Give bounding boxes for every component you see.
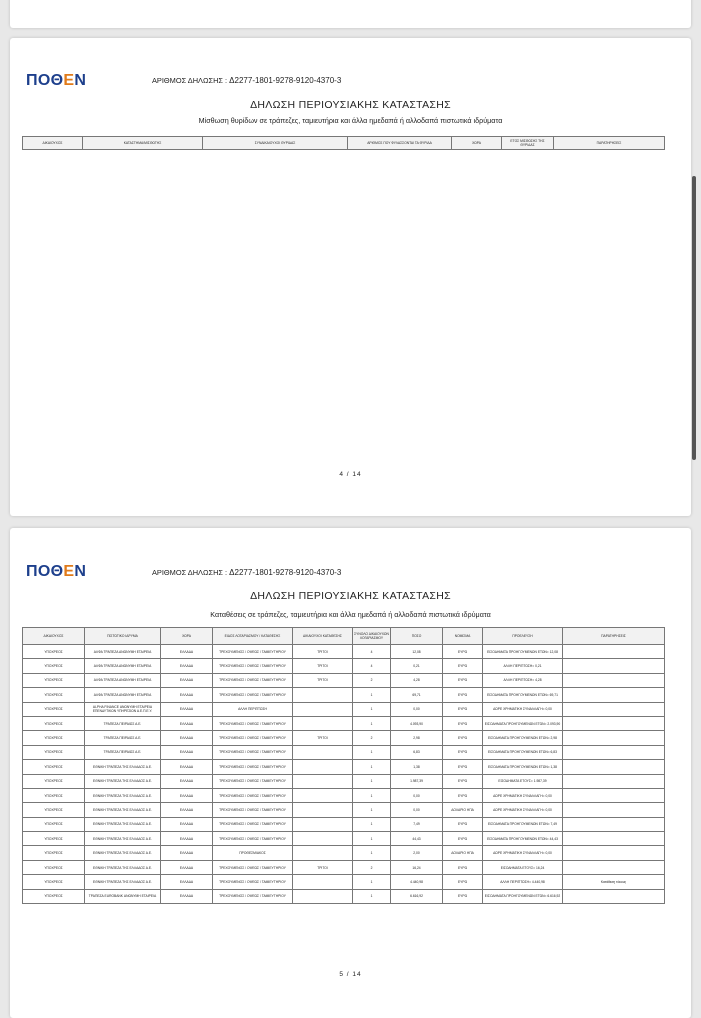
table-cell: ΕΘΝΙΚΗ ΤΡΑΠΕΖΑ ΤΗΣ ΕΛΛΑΔΟΣ Α.Ε. <box>85 832 161 846</box>
table-cell: ΕΥΡΩ <box>443 716 483 730</box>
table-cell: ΤΡΕΧΟΥΜΕΝΟΣ / ΟΨΕΩΣ / ΤΑΜΙΕΥΤΗΡΙΟΥ <box>213 745 293 759</box>
table-cell: 1 <box>353 688 391 702</box>
table-cell: ΔΩΡΕ ΧΡΗΜΑΤΙΚΗ ΣΥΝΑΛΛΑΓΗ= 0,00 <box>483 788 563 802</box>
table-cell: ΤΡΙΤΟΙ <box>293 860 353 874</box>
declaration-number <box>152 76 341 85</box>
table-cell: ΥΠΟΧΡΕΟΣ <box>23 774 85 788</box>
table-cell <box>293 760 353 774</box>
table-cell: ΕΥΡΩ <box>443 860 483 874</box>
table-cell: ΕΛΛΑΔΑ <box>161 832 213 846</box>
column-header: ΚΑΤΑΣΤΗΜΑ/ΜΙΣΘΩΤΗΣ <box>83 137 203 150</box>
declaration-label: ΑΡΙΘΜΟΣ ΔΗΛΩΣΗΣ : <box>152 76 228 85</box>
table-cell <box>563 673 665 687</box>
table-cell: 6.616,92 <box>391 889 443 903</box>
table-row <box>23 817 665 831</box>
table-cell <box>563 760 665 774</box>
table-cell <box>293 875 353 889</box>
table-cell: ΑΛΛΗ ΠΕΡΙΠΤΩΣΗ <box>213 702 293 716</box>
table-cell: ΕΥΡΩ <box>443 745 483 759</box>
page-title: ΔΗΛΩΣΗ ΠΕΡΙΟΥΣΙΑΚΗΣ ΚΑΤΑΣΤΑΣΗΣ <box>250 99 451 111</box>
column-header: ΠΡΟΕΛΕΥΣΗ <box>483 628 563 645</box>
table-cell: 1 <box>353 875 391 889</box>
table-row <box>23 832 665 846</box>
table-cell: 1 <box>353 788 391 802</box>
table-cell: ΕΘΝΙΚΗ ΤΡΑΠΕΖΑ ΤΗΣ ΕΛΛΑΔΟΣ Α.Ε. <box>85 846 161 860</box>
table-cell: ΥΠΟΧΡΕΟΣ <box>23 645 85 659</box>
table-cell: ΑΛΦΑ ΤΡΑΠΕΖΑ ΑΝΩΝΥΜΗ ΕΤΑΙΡΕΙΑ <box>85 645 161 659</box>
table-cell <box>293 774 353 788</box>
table-cell: ΥΠΟΧΡΕΟΣ <box>23 846 85 860</box>
table-cell <box>563 716 665 730</box>
table-cell: ΕΥΡΩ <box>443 817 483 831</box>
previous-page-bottom <box>10 0 691 28</box>
table-cell: 2,00 <box>391 846 443 860</box>
table-cell: ΑΛΦΑ ΤΡΑΠΕΖΑ ΑΝΩΝΥΜΗ ΕΤΑΙΡΕΙΑ <box>85 673 161 687</box>
column-header: ΣΥΝΔΙΚΑΙΟΥΧΟΙ ΘΥΡΙΔΑΣ <box>203 137 348 150</box>
table-cell: ΕΘΝΙΚΗ ΤΡΑΠΕΖΑ ΤΗΣ ΕΛΛΑΔΟΣ Α.Ε. <box>85 817 161 831</box>
table-cell: ΥΠΟΧΡΕΟΣ <box>23 817 85 831</box>
table-cell: 1,38 <box>391 760 443 774</box>
table-cell: ΥΠΟΧΡΕΟΣ <box>23 875 85 889</box>
table-cell: ΕΥΡΩ <box>443 702 483 716</box>
table-cell: 1 <box>353 817 391 831</box>
table-cell: ΕΙΣΟΔΗΜΑΤΑ ΠΡΟΗΓΟΥΜΕΝΩΝ ΕΤΩΝ= 2.093,90 <box>483 716 563 730</box>
table-cell <box>563 817 665 831</box>
table-cell <box>293 688 353 702</box>
column-header: ΣΥΝΟΛΟ ΔΙΚΑΙΟΥΧΩΝ ΛΟΓΑΡΙΑΣΜΟΥ <box>353 628 391 645</box>
table-cell: ΤΡΙΤΟΙ <box>293 673 353 687</box>
table-row <box>23 645 665 659</box>
table-cell: ΤΡΕΧΟΥΜΕΝΟΣ / ΟΨΕΩΣ / ΤΑΜΙΕΥΤΗΡΙΟΥ <box>213 860 293 874</box>
pothen-logo: ΠΟΘΕΝ <box>26 72 87 89</box>
table-cell: ΕΙΣΟΔΗΜΑΤΑ ΕΤΟΥΣ= 1.987,39 <box>483 774 563 788</box>
table-cell: ΕΘΝΙΚΗ ΤΡΑΠΕΖΑ ΤΗΣ ΕΛΛΑΔΟΣ Α.Ε. <box>85 760 161 774</box>
table-cell <box>293 803 353 817</box>
column-header: ΠΑΡΑΤΗΡΗΣΕΙΣ <box>554 137 665 150</box>
table-cell: ΕΥΡΩ <box>443 774 483 788</box>
table-cell: ΕΥΡΩ <box>443 788 483 802</box>
deposits-table <box>22 627 665 904</box>
column-header: ΝΟΜΙΣΜΑ <box>443 628 483 645</box>
table-cell: ΤΡΕΧΟΥΜΕΝΟΣ / ΟΨΕΩΣ / ΤΑΜΙΕΥΤΗΡΙΟΥ <box>213 817 293 831</box>
declaration-number <box>152 568 341 577</box>
table-cell <box>563 788 665 802</box>
table-cell: ΤΡΕΧΟΥΜΕΝΟΣ / ΟΨΕΩΣ / ΤΑΜΙΕΥΤΗΡΙΟΥ <box>213 832 293 846</box>
table-cell <box>563 659 665 673</box>
table-cell: ΕΛΛΑΔΑ <box>161 803 213 817</box>
column-header: ΕΤΟΣ ΜΙΣΘΩΣΗΣ ΤΗΣ ΘΥΡΙΔΑΣ <box>502 137 554 150</box>
table-cell: ΥΠΟΧΡΕΟΣ <box>23 745 85 759</box>
table-cell: ΥΠΟΧΡΕΟΣ <box>23 673 85 687</box>
table-cell: ΕΛΛΑΔΑ <box>161 788 213 802</box>
table-cell: ΥΠΟΧΡΕΟΣ <box>23 832 85 846</box>
table-cell: ΕΛΛΑΔΑ <box>161 817 213 831</box>
table-cell: ΕΘΝΙΚΗ ΤΡΑΠΕΖΑ ΤΗΣ ΕΛΛΑΔΟΣ Α.Ε. <box>85 774 161 788</box>
table-cell: 4,28 <box>391 673 443 687</box>
table-cell <box>293 832 353 846</box>
table-cell: 0,00 <box>391 702 443 716</box>
column-header: ΠΟΣΟ <box>391 628 443 645</box>
column-header: ΠΙΣΤΩΤΙΚΟ ΙΔΡΥΜΑ <box>85 628 161 645</box>
table-cell: ΕΥΡΩ <box>443 659 483 673</box>
table-cell: ΔΩΡΕ ΧΡΗΜΑΤΙΚΗ ΣΥΝΑΛΛΑΓΗ= 0,00 <box>483 702 563 716</box>
table-cell: 1 <box>353 745 391 759</box>
table-cell <box>293 702 353 716</box>
table-cell: ΕΙΣΟΔΗΜΑΤΑ ΠΡΟΗΓΟΥΜΕΝΩΝ ΕΤΩΝ= 7,49 <box>483 817 563 831</box>
table-cell: 1 <box>353 716 391 730</box>
table-cell: ΕΘΝΙΚΗ ΤΡΑΠΕΖΑ ΤΗΣ ΕΛΛΑΔΟΣ Α.Ε. <box>85 860 161 874</box>
table-cell: ΤΡΕΧΟΥΜΕΝΟΣ / ΟΨΕΩΣ / ΤΑΜΙΕΥΤΗΡΙΟΥ <box>213 875 293 889</box>
table-cell: 4 <box>353 659 391 673</box>
table-cell: 0,00 <box>391 803 443 817</box>
table-cell: ΤΡΑΠΕΖΑ ΠΕΙΡΑΙΩΣ Α.Ε. <box>85 745 161 759</box>
table-row <box>23 889 665 903</box>
table-cell: 1 <box>353 702 391 716</box>
table-cell: Κατάθεση τόκους <box>563 875 665 889</box>
table-cell: 16,24 <box>391 860 443 874</box>
table-cell: ΔΩΡΕ ΧΡΗΜΑΤΙΚΗ ΣΥΝΑΛΛΑΓΗ= 0,00 <box>483 846 563 860</box>
table-cell: ΕΛΛΑΔΑ <box>161 774 213 788</box>
table-cell: ΤΡΕΧΟΥΜΕΝΟΣ / ΟΨΕΩΣ / ΤΑΜΙΕΥΤΗΡΙΟΥ <box>213 889 293 903</box>
page-number: 5 / 14 <box>339 971 362 978</box>
table-cell: ΕΥΡΩ <box>443 673 483 687</box>
table-cell: 2,98 <box>391 731 443 745</box>
table-cell: ΤΡΑΠΕΖΑ ΠΕΙΡΑΙΩΣ Α.Ε. <box>85 731 161 745</box>
column-header: ΔΙΚΑΙΟΥΧΟΣ <box>23 628 85 645</box>
table-cell: 1.987,39 <box>391 774 443 788</box>
table-cell: 6,83 <box>391 745 443 759</box>
table-cell: ΕΛΛΑΔΑ <box>161 760 213 774</box>
table-cell: ΤΡΕΧΟΥΜΕΝΟΣ / ΟΨΕΩΣ / ΤΑΜΙΕΥΤΗΡΙΟΥ <box>213 803 293 817</box>
table-cell: ΤΡΕΧΟΥΜΕΝΟΣ / ΟΨΕΩΣ / ΤΑΜΙΕΥΤΗΡΙΟΥ <box>213 760 293 774</box>
table-cell: 7,49 <box>391 817 443 831</box>
table-cell: 12,08 <box>391 645 443 659</box>
table-cell: 4.093,90 <box>391 716 443 730</box>
table-cell: ΕΛΛΑΔΑ <box>161 745 213 759</box>
table-cell: ΕΙΣΟΔΗΜΑΤΑ ΠΡΟΗΓΟΥΜΕΝΩΝ ΕΤΩΝ= 2,98 <box>483 731 563 745</box>
declaration-value: Δ2277-1801-9278-9120-4370-3 <box>229 568 342 577</box>
declaration-label: ΑΡΙΘΜΟΣ ΔΗΛΩΣΗΣ : <box>152 568 228 577</box>
table-cell <box>293 745 353 759</box>
table-cell: ΥΠΟΧΡΕΟΣ <box>23 702 85 716</box>
table-cell: 1 <box>353 774 391 788</box>
column-header: ΧΩΡΑ <box>161 628 213 645</box>
table-cell: ΕΛΛΑΔΑ <box>161 846 213 860</box>
table-header-row <box>23 137 665 150</box>
table-cell: ΥΠΟΧΡΕΟΣ <box>23 889 85 903</box>
table-cell: ΥΠΟΧΡΕΟΣ <box>23 716 85 730</box>
column-header: ΑΡΙΘΜΟΣ ΠΟΥ ΦΥΛΑΣΣΟΝΤΑΙ ΤΑ ΘΥΡΙΔΑ <box>348 137 452 150</box>
table-row <box>23 875 665 889</box>
table-cell: ΑΛΦΑ ΤΡΑΠΕΖΑ ΑΝΩΝΥΜΗ ΕΤΑΙΡΕΙΑ <box>85 659 161 673</box>
table-cell: 4 <box>353 645 391 659</box>
table-cell: ΤΡΕΧΟΥΜΕΝΟΣ / ΟΨΕΩΣ / ΤΑΜΙΕΥΤΗΡΙΟΥ <box>213 645 293 659</box>
table-cell: ΑΛΛΗ ΠΕΡΙΠΤΩΣΗ= 0,21 <box>483 659 563 673</box>
table-cell <box>563 803 665 817</box>
table-cell: ΥΠΟΧΡΕΟΣ <box>23 731 85 745</box>
table-cell: ΥΠΟΧΡΕΟΣ <box>23 760 85 774</box>
table-cell: ΑΛΛΗ ΠΕΡΙΠΤΩΣΗ= 4,28 <box>483 673 563 687</box>
table-row <box>23 688 665 702</box>
table-cell: ΑΛΦΑ ΤΡΑΠΕΖΑ ΑΝΩΝΥΜΗ ΕΤΑΙΡΕΙΑ <box>85 688 161 702</box>
table-cell: ΕΙΣΟΔΗΜΑΤΑ ΠΡΟΗΓΟΥΜΕΝΩΝ ΕΤΩΝ= 44,43 <box>483 832 563 846</box>
table-row <box>23 760 665 774</box>
table-cell: 1 <box>353 846 391 860</box>
table-cell: ΕΙΣΟΔΗΜΑΤΑ ΠΡΟΗΓΟΥΜΕΝΩΝ ΕΤΩΝ= 1,38 <box>483 760 563 774</box>
table-row <box>23 846 665 860</box>
section-subtitle: Μίσθωση θυρίδων σε τράπεζες, ταμιευτήρια και άλλα ημεδαπά ή αλλοδαπά πιστωτικά ιδρύματα <box>198 116 503 125</box>
table-row <box>23 702 665 716</box>
table-cell: ΔΟΛΑΡΙΟ ΗΠΑ <box>443 846 483 860</box>
table-cell: ΤΡΕΧΟΥΜΕΝΟΣ / ΟΨΕΩΣ / ΤΑΜΙΕΥΤΗΡΙΟΥ <box>213 774 293 788</box>
table-cell: ΤΡΕΧΟΥΜΕΝΟΣ / ΟΨΕΩΣ / ΤΑΜΙΕΥΤΗΡΙΟΥ <box>213 716 293 730</box>
table-cell: ΔΩΡΕ ΧΡΗΜΑΤΙΚΗ ΣΥΝΑΛΛΑΓΗ= 0,00 <box>483 803 563 817</box>
table-cell <box>563 846 665 860</box>
table-header-row <box>23 628 665 645</box>
table-cell: ΕΛΛΑΔΑ <box>161 659 213 673</box>
table-cell: ΕΛΛΑΔΑ <box>161 673 213 687</box>
table-cell: ΥΠΟΧΡΕΟΣ <box>23 860 85 874</box>
table-cell: ΥΠΟΧΡΕΟΣ <box>23 659 85 673</box>
table-cell: ΕΛΛΑΔΑ <box>161 875 213 889</box>
table-cell: 1 <box>353 832 391 846</box>
table-cell <box>293 889 353 903</box>
table-cell: ΤΡΕΧΟΥΜΕΝΟΣ / ΟΨΕΩΣ / ΤΑΜΙΕΥΤΗΡΙΟΥ <box>213 788 293 802</box>
table-cell: ΕΛΛΑΔΑ <box>161 889 213 903</box>
table-cell: 2 <box>353 860 391 874</box>
table-cell: ΕΙΣΟΔΗΜΑΤΑ ΕΤΟΥΣ= 16,24 <box>483 860 563 874</box>
table-row <box>23 745 665 759</box>
column-header: ΧΩΡΑ <box>452 137 502 150</box>
table-cell: ΕΙΣΟΔΗΜΑΤΑ ΠΡΟΗΓΟΥΜΕΝΩΝ ΕΤΩΝ= 69,71 <box>483 688 563 702</box>
table-cell <box>563 688 665 702</box>
table-cell: ΤΡΕΧΟΥΜΕΝΟΣ / ΟΨΕΩΣ / ΤΑΜΙΕΥΤΗΡΙΟΥ <box>213 731 293 745</box>
table-cell: ALPHA FINANCE ΑΝΩΝΥΜΗ ΕΤΑΙΡΕΙΑ ΕΠΕΝΔΥΤΙΚΩΝ ΥΠΗΡΕΣΙΩΝ Α.Ε.Π.Ε.Υ. <box>85 702 161 716</box>
table-cell: 0,00 <box>391 788 443 802</box>
page-number: 4 / 14 <box>339 471 362 478</box>
table-row <box>23 860 665 874</box>
table-cell: 2 <box>353 731 391 745</box>
table-cell <box>293 716 353 730</box>
table-cell: ΥΠΟΧΡΕΟΣ <box>23 803 85 817</box>
table-cell: ΕΛΛΑΔΑ <box>161 645 213 659</box>
table-cell <box>563 702 665 716</box>
column-header: ΔΙΚΑΙΟΥΧΟΙ ΚΑΤΑΘΕΣΗΣ <box>293 628 353 645</box>
table-cell: ΤΡΙΤΟΙ <box>293 659 353 673</box>
table-row <box>23 716 665 730</box>
table-cell: ΕΥΡΩ <box>443 731 483 745</box>
pothen-logo: ΠΟΘΕΝ <box>26 563 87 580</box>
table-cell: ΕΥΡΩ <box>443 832 483 846</box>
table-cell: ΕΛΛΑΔΑ <box>161 716 213 730</box>
table-cell: 4.440,98 <box>391 875 443 889</box>
column-header: ΔΙΚΑΙΟΥΧΟΣ <box>23 137 83 150</box>
safe-deposit-table <box>22 136 665 150</box>
table-cell: ΔΟΛΑΡΙΟ ΗΠΑ <box>443 803 483 817</box>
table-cell <box>293 817 353 831</box>
table-cell: ΕΘΝΙΚΗ ΤΡΑΠΕΖΑ ΤΗΣ ΕΛΛΑΔΟΣ Α.Ε. <box>85 875 161 889</box>
table-cell: ΑΛΛΗ ΠΕΡΙΠΤΩΣΗ= 4.440,98 <box>483 875 563 889</box>
table-cell: ΥΠΟΧΡΕΟΣ <box>23 788 85 802</box>
table-cell: ΕΛΛΑΔΑ <box>161 731 213 745</box>
table-cell: ΕΛΛΑΔΑ <box>161 860 213 874</box>
table-cell: ΕΥΡΩ <box>443 760 483 774</box>
document-page-5 <box>10 528 691 1018</box>
table-cell <box>563 774 665 788</box>
table-cell <box>563 860 665 874</box>
table-cell: ΤΡΕΧΟΥΜΕΝΟΣ / ΟΨΕΩΣ / ΤΑΜΙΕΥΤΗΡΙΟΥ <box>213 688 293 702</box>
table-cell <box>563 645 665 659</box>
page-title: ΔΗΛΩΣΗ ΠΕΡΙΟΥΣΙΑΚΗΣ ΚΑΤΑΣΤΑΣΗΣ <box>250 590 451 602</box>
table-cell: ΕΘΝΙΚΗ ΤΡΑΠΕΖΑ ΤΗΣ ΕΛΛΑΔΟΣ Α.Ε. <box>85 803 161 817</box>
table-row <box>23 731 665 745</box>
table-cell: 1 <box>353 889 391 903</box>
table-cell <box>563 889 665 903</box>
table-cell: ΤΡΕΧΟΥΜΕΝΟΣ / ΟΨΕΩΣ / ΤΑΜΙΕΥΤΗΡΙΟΥ <box>213 673 293 687</box>
table-cell: ΕΥΡΩ <box>443 889 483 903</box>
table-cell: ΕΛΛΑΔΑ <box>161 702 213 716</box>
table-cell: ΕΥΡΩ <box>443 688 483 702</box>
column-header: ΠΑΡΑΤΗΡΗΣΕΙΣ <box>563 628 665 645</box>
table-cell: ΤΡΑΠΕΖΑ EUROBANK ΑΝΩΝΥΜΗ ΕΤΑΙΡΕΙΑ <box>85 889 161 903</box>
table-cell: 1 <box>353 760 391 774</box>
table-cell: 2 <box>353 673 391 687</box>
table-cell <box>563 832 665 846</box>
document-page-4 <box>10 38 691 516</box>
table-row <box>23 788 665 802</box>
table-cell: 44,43 <box>391 832 443 846</box>
table-row <box>23 774 665 788</box>
table-cell: ΕΛΛΑΔΑ <box>161 688 213 702</box>
table-cell: ΕΙΣΟΔΗΜΑΤΑ ΠΡΟΗΓΟΥΜΕΝΩΝ ΕΤΩΝ= 6,83 <box>483 745 563 759</box>
table-cell <box>293 846 353 860</box>
table-cell: ΕΙΣΟΔΗΜΑΤΑ ΠΡΟΗΓΟΥΜΕΝΩΝ ΕΤΩΝ= 6.616,92 <box>483 889 563 903</box>
table-cell: 69,71 <box>391 688 443 702</box>
table-cell: ΤΡΙΤΟΙ <box>293 731 353 745</box>
table-cell: 1 <box>353 803 391 817</box>
table-cell: ΤΡΙΤΟΙ <box>293 645 353 659</box>
table-cell: ΥΠΟΧΡΕΟΣ <box>23 688 85 702</box>
vertical-scrollbar[interactable] <box>692 176 696 460</box>
column-header: ΕΙΔΟΣ ΛΟΓΑΡΙΑΣΜΟΥ / ΚΑΤΑΘΕΣΗΣ <box>213 628 293 645</box>
table-row <box>23 803 665 817</box>
table-row <box>23 659 665 673</box>
table-cell: ΠΡΟΘΕΣΜΙΑΚΟΣ <box>213 846 293 860</box>
table-cell: ΕΥΡΩ <box>443 645 483 659</box>
table-cell <box>563 745 665 759</box>
table-cell: ΕΘΝΙΚΗ ΤΡΑΠΕΖΑ ΤΗΣ ΕΛΛΑΔΟΣ Α.Ε. <box>85 788 161 802</box>
table-cell <box>563 731 665 745</box>
table-cell: ΕΙΣΟΔΗΜΑΤΑ ΠΡΟΗΓΟΥΜΕΝΩΝ ΕΤΩΝ= 12,08 <box>483 645 563 659</box>
table-cell: ΕΥΡΩ <box>443 875 483 889</box>
table-cell: ΤΡΕΧΟΥΜΕΝΟΣ / ΟΨΕΩΣ / ΤΑΜΙΕΥΤΗΡΙΟΥ <box>213 659 293 673</box>
table-cell <box>293 788 353 802</box>
declaration-value: Δ2277-1801-9278-9120-4370-3 <box>229 76 342 85</box>
table-cell: 0,21 <box>391 659 443 673</box>
section-subtitle: Καταθέσεις σε τράπεζες, ταμιευτήρια και άλλα ημεδαπά ή αλλοδαπά πιστωτικά ιδρύματα <box>210 610 491 619</box>
table-cell: ΤΡΑΠΕΖΑ ΠΕΙΡΑΙΩΣ Α.Ε. <box>85 716 161 730</box>
table-row <box>23 673 665 687</box>
